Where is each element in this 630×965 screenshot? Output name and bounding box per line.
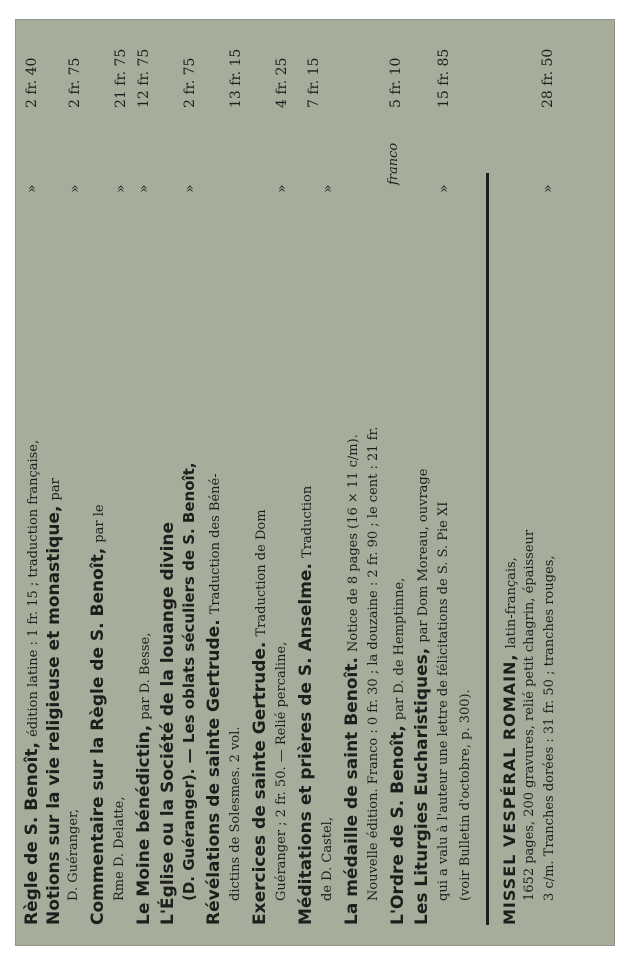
entry-title: Notions sur la vie religieuse et monastique,	[44, 505, 64, 925]
entry-line2: qui a valu à l'auteur une lettre de félicitations de S. S. Pie XI	[436, 501, 451, 901]
entry-meditations	[296, 105, 316, 925]
entry-detail: Traduction de Dom	[254, 509, 269, 637]
entry-title: Commentaire sur la Règle de S. Benoît,	[88, 547, 108, 925]
entry-guillemet: »	[274, 184, 290, 193]
entry-liturgies	[412, 105, 432, 925]
entry-title: Méditations et prières de S. Anselme.	[296, 563, 316, 925]
entry-guillemet: »	[24, 184, 40, 193]
entry-price: 12 fr. 75	[136, 48, 152, 108]
missel-line3: 3 c/m. Tranches dorées : 31 fr. 50 ; tranches rouges,	[542, 555, 557, 901]
entry-detail: par	[48, 478, 63, 501]
entry-price: 15 fr. 85	[436, 48, 452, 108]
entry-title: Les Liturgies Eucharistiques,	[412, 647, 432, 925]
missel-line2: 1652 pages, 200 gravures, relié petit chagrin, épaisseur	[522, 529, 537, 901]
entry-price: 4 fr. 25	[274, 57, 290, 108]
entry-moine	[134, 105, 154, 925]
entry-price: 2 fr. 75	[67, 57, 83, 108]
entry-detail: par D. de Hemptinne,	[392, 577, 407, 721]
entry-detail: par Dom Moreau, ouvrage	[416, 468, 431, 643]
entry-missel	[500, 105, 519, 925]
entry-price: 21 fr. 75	[113, 48, 129, 108]
entry-title: Révélations de sainte Gertrude.	[204, 619, 224, 925]
price-list	[16, 20, 614, 945]
entry-detail: par D. Besse,	[138, 632, 153, 720]
entry-line2: D. Guéranger,	[66, 809, 81, 901]
missel-guillemet: »	[540, 184, 556, 193]
entry-guillemet: »	[136, 184, 152, 193]
entry-line2: Guéranger ; 2 fr. 50. — Relié percaline,	[274, 641, 289, 901]
entry-price: 7 fr. 15	[306, 57, 322, 108]
entry-notions	[44, 105, 64, 925]
entry-guillemet: »	[436, 184, 452, 193]
entry-price: 2 fr. 40	[24, 57, 40, 108]
entry-guillemet: »	[320, 184, 336, 193]
entry-detail: Traduction des Béné-	[208, 473, 223, 615]
entry-title: Règle de S. Benoît,	[22, 742, 42, 925]
entry-title: L'Ordre de S. Benoît,	[388, 725, 408, 925]
missel-price: 28 fr. 50	[540, 48, 556, 108]
entry-regle	[22, 105, 42, 925]
entry-title: La médaille de saint Benoît.	[342, 657, 362, 925]
missel-detail: latin-français,	[504, 557, 519, 649]
entry-franco: franco	[386, 142, 401, 185]
entry-detail: édition latine : 1 fr. 15 ; traduction française,	[26, 439, 41, 737]
paper-sheet	[16, 20, 614, 945]
entry-detail: Notice de 8 pages (16 × 11 c/m).	[346, 434, 361, 652]
entry-line2: (D. Guéranger). — Les oblats séculiers de S. Benoît,	[180, 462, 198, 901]
entry-guillemet: »	[182, 184, 198, 193]
entry-title: Le Moine bénédictin,	[134, 724, 154, 925]
entry-commentaire	[88, 105, 108, 925]
missel-title: MISSEL VESPÉRAL ROMAIN,	[500, 653, 519, 925]
entry-ordre	[388, 105, 408, 925]
entry-price: 2 fr. 75	[182, 57, 198, 108]
entry-exercices	[250, 105, 270, 925]
entry-line2: Nouvelle édition. Franco : 0 fr. 30 ; la douzaine : 2 fr. 90 ; le cent : 21 fr.	[366, 426, 381, 901]
entry-price: 5 fr. 10	[388, 57, 404, 108]
entry-medaille	[342, 105, 362, 925]
entry-line2: Rme D. Delatte,	[112, 796, 127, 901]
entry-title: L'Église ou la Société de la louange divine	[158, 521, 178, 925]
entry-detail: Traduction	[300, 485, 315, 558]
entry-eglise	[158, 105, 178, 925]
entry-guillemet: »	[67, 184, 83, 193]
entry-revelations	[204, 105, 224, 925]
separator-rule	[486, 173, 489, 925]
entry-price: 13 fr. 15	[228, 48, 244, 108]
entry-title: Exercices de sainte Gertrude.	[250, 641, 270, 925]
entry-line3: (voir Bulletin d'octobre, p. 300).	[458, 689, 473, 901]
entry-detail: par le	[92, 504, 107, 543]
entry-line2: de D. Castel,	[320, 817, 335, 901]
entry-guillemet: »	[113, 184, 129, 193]
entry-line2: dictins de Solesmes. 2 vol.	[228, 726, 243, 901]
